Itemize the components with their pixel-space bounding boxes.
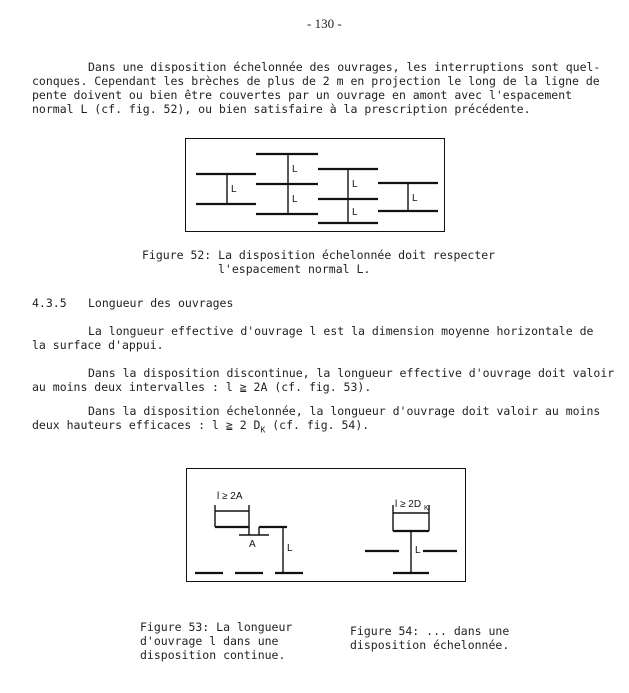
figure-52-caption-line-1: Figure 52: La disposition échelonnée doit respecter — [142, 248, 496, 262]
intro-line-3: pente doivent ou bien être couvertes par un ouvrage en amont avec l'espacement — [32, 88, 573, 102]
label-L: L — [292, 164, 298, 175]
para3-line-1: Dans la disposition échelonnée, la longueur d'ouvrage doit valoir au moins — [88, 404, 601, 418]
intro-line-4: normal L (cf. fig. 52), ou bien satisfaire à la prescription précédente. — [32, 102, 531, 116]
label-L: L — [352, 179, 358, 190]
label-L: L — [412, 193, 418, 204]
figure-52-diagram — [186, 139, 444, 231]
figure-53-caption-line-1: Figure 53: La longueur — [140, 620, 293, 634]
page-number: - 130 - — [307, 16, 342, 31]
intro-line-2: conques. Cependant les brèches de plus de 2 m en projection le long de la ligne de — [32, 74, 600, 88]
section-number: 4.3.5 — [32, 296, 67, 310]
para3-line-2 — [32, 418, 369, 437]
figure-54-caption-line-1: Figure 54: ... dans une — [350, 624, 510, 638]
label-L: L — [292, 194, 298, 205]
para3-text: deux hauteurs efficaces : l ≧ 2 D — [32, 418, 261, 432]
label-A: A — [249, 539, 256, 550]
label-L: L — [287, 543, 293, 554]
para1-line-2: la surface d'appui. — [32, 338, 164, 352]
label-l-2Dk: l ≥ 2D — [395, 499, 422, 510]
para3-text-end: (cf. fig. 54). — [265, 418, 370, 432]
figure-53-54-diagram — [187, 469, 465, 581]
section-title: Longueur des ouvrages — [88, 296, 234, 310]
para1-line-1: La longueur effective d'ouvrage l est la dimension moyenne horizontale de — [88, 324, 594, 338]
label-L: L — [352, 207, 358, 218]
label-L: L — [415, 545, 421, 556]
label-L: L — [231, 184, 237, 195]
label-l-2A: l ≥ 2A — [217, 491, 243, 502]
para3-subscript: K — [260, 425, 266, 435]
intro-line-1: Dans une disposition échelonnée des ouvrages, les interruptions sont quel- — [88, 60, 601, 74]
figure-52-caption-line-2: l'espacement normal L. — [218, 262, 371, 276]
figure-54-caption-line-2: disposition échelonnée. — [350, 638, 510, 652]
para2-line-2: au moins deux intervalles : l ≧ 2A (cf. fig. 53). — [32, 380, 372, 394]
figure-52-box — [185, 138, 445, 232]
para2-line-1: Dans la disposition discontinue, la longueur effective d'ouvrage doit valoir — [88, 366, 615, 380]
figure-53-54-box — [186, 468, 466, 582]
label-k: K — [424, 505, 429, 512]
figure-53-caption-line-2: d'ouvrage l dans une — [140, 634, 279, 648]
figure-53-caption-line-3: disposition continue. — [140, 648, 286, 662]
